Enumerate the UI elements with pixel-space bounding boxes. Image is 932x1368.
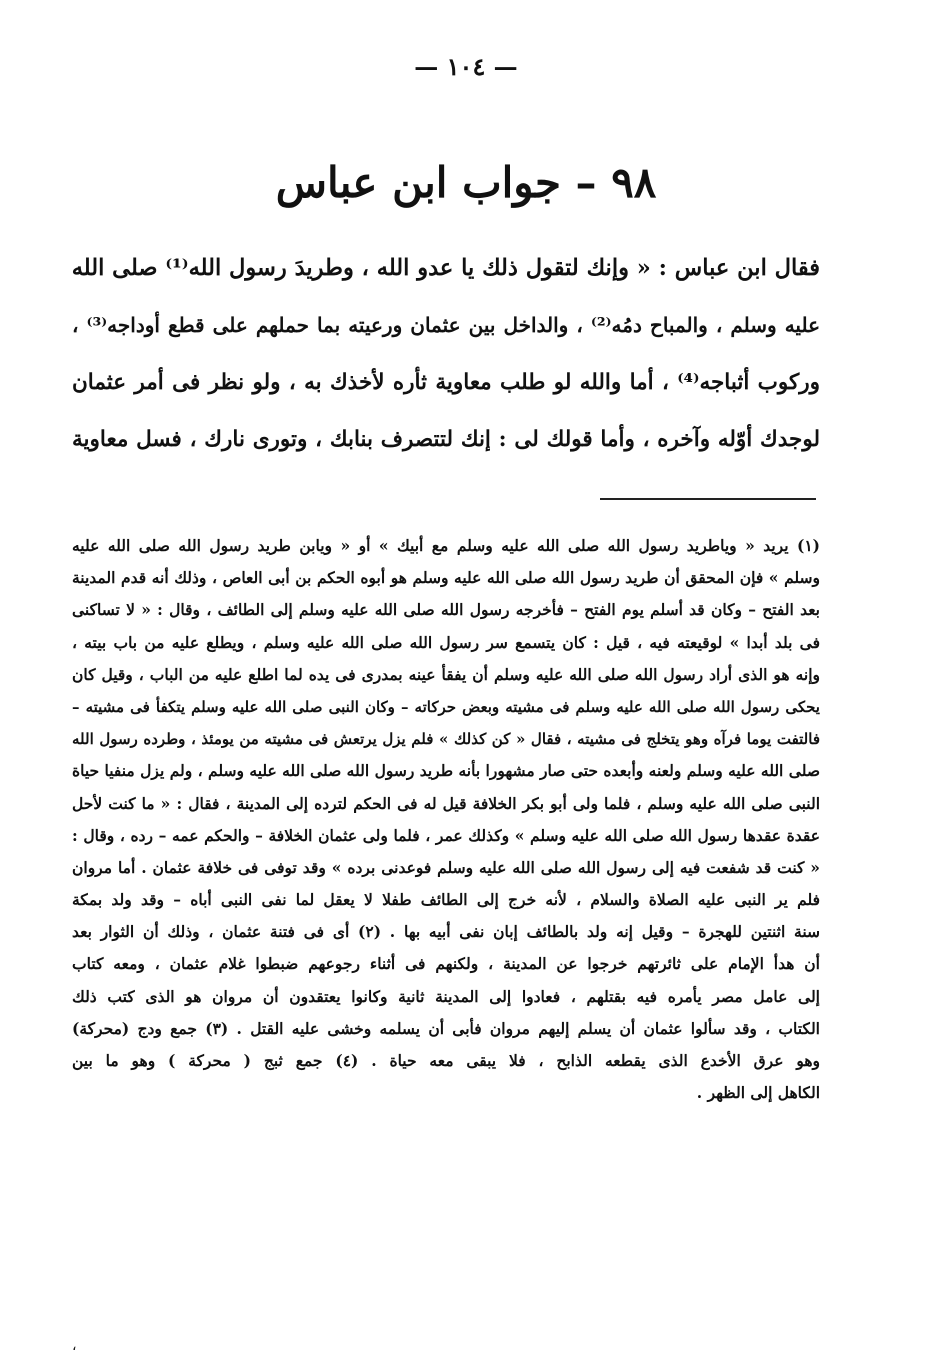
footnote-line: صلى الله عليه وسلم ولعنه وأبعده حتى صار مشهورا بأنه طريد رسول الله صلى الله عليه وسلم ، ولم يزل منفيا حياة [72,761,820,781]
bottom-mark: ، [72,1338,77,1354]
page-number: — ١٠٤ — [414,52,518,81]
body-line: وركوب أثباجه⁽⁴⁾ ، أما والله لو طلب معاوية ثأره لأخذك به ، ولو نظر فى أمر عثمان [72,370,820,395]
footnote-line: الكتاب ، وقد سألوا عثمان أن يسلم إليهم مروان فأبى أن يسلمه وخشى عليه القتل . (٣) جمع ودج (محركة) [72,1018,820,1038]
footnote-line: عقدة عقدها رسول الله صلى الله عليه وسلم » وكذلك عمر ، فلما ولى عثمان الخلافة – والحكم عمه – رده ، وقال : [72,825,820,845]
footnote-line: يحكى رسول الله صلى الله عليه وسلم فى مشيته وبعض حركاته – وكان النبى صلى الله عليه وسلم يتكفأ فى مشيته – [72,697,820,716]
footnote-line: إلى عامل مصر يأمره فيه بقتلهم ، فعادوا إلى المدينة ثانية وكانوا يعتقدون أن مروان هو الذى كتب ذلك [72,986,820,1006]
footnote-line: وسلم » فإن المحقق أن طريد رسول الله صلى الله عليه وسلم هو أبوه الحكم بن أبى العاص ، وذلك أنه قدم المدينة [72,568,820,588]
footnote-line: فى بلد أبدا » لوقيعته فيه ، قيل : كان يتسمع سر رسول الله صلى الله عليه وسلم ، ويطلع عليه من باب بيته ، [72,632,820,652]
footnote-line: « كنت قد شفعت فيه إلى رسول الله صلى الله عليه وسلم فوعدنى برده » وقد توفى فى خلافة عثمان . أما مروان [72,857,820,877]
footnote-line: فالتفت يوما فرآه وهو يتخلج فى مشيته ، فقال « كن كذلك » فلم يزل يرتعش فى مشيته من يومئذ ، وطرده رسول الله [72,730,820,749]
footnote-line: الكاهل إلى الظهر . [696,1083,820,1103]
footnote-line: وهو عرق الأخدع الذى يقطعه الذابح ، فلا يبقى معه حياة . (٤) جمع ثبج ( محركة ) وهو ما بين [72,1051,820,1070]
footnote-line: سنة اثنتين للهجرة – وقيل إنه ولد بالطائف إبان نفى أبيه بها . (٢) أى فى فتنة عثمان ، وذلك أن الثوار بعد [72,922,820,942]
footnote-line: فلم ير النبى عليه الصلاة والسلام ، لأنه خرج إلى الطائف طفلا لا يعقل لما نفى النبى أباه – وقد ولد بمكة [72,890,820,910]
footnote-separator [600,498,816,500]
body-line: عليه وسلم ، والمباح دمُه⁽²⁾ ، والداخل بين عثمان ورعيته بما حملهم على قطع أوداجه⁽³⁾ ، [72,313,820,337]
section-title: ٩٨ – جواب ابن عباس [275,158,657,207]
footnotes [72,530,820,1109]
footnote-line: وإنه هو الذى أراد رسول الله صلى الله عليه وسلم أن يفقأ عينه بمدرى فى يده لما اطلع عليه من الباب ، وقيل كان [72,664,820,684]
footnote-line: بعد الفتح – وكان قد أسلم يوم الفتح – فأخرجه رسول الله صلى الله عليه وسلم إلى الطائف ، وقال : « لا تساكنى [72,600,820,620]
footnote-line: أن هدأ الإمام على ثائرتهم خرجوا عن المدينة ، ولكنهم فى أثناء رجوعهم ضبطوا غلام عثمان ، ومعه كتاب [72,954,820,974]
footnote-line: النبى صلى الله عليه وسلم ، فلما ولى أبو بكر الخلافة قيل له فى الحكم لترده إلى المدينة ، فقال : « ما كنت لأحل [72,793,820,813]
body-line: لوجدك أوّله وآخره ، وأما قولك لى : إنك لتتصرف بنابك ، وتورى نارك ، فسل معاوية [72,427,820,452]
body-line: فقال ابن عباس : « وإنك لتقول ذلك يا عدو الله ، وطريدَ رسول الله⁽¹⁾ صلى الله [72,255,820,281]
footnote-line: (١) يريد « وياطريد رسول الله صلى الله عليه وسلم مع أبيك » أو « ويابن طريد رسول الله صلى الله عليه [72,536,820,555]
body-text [72,240,820,468]
